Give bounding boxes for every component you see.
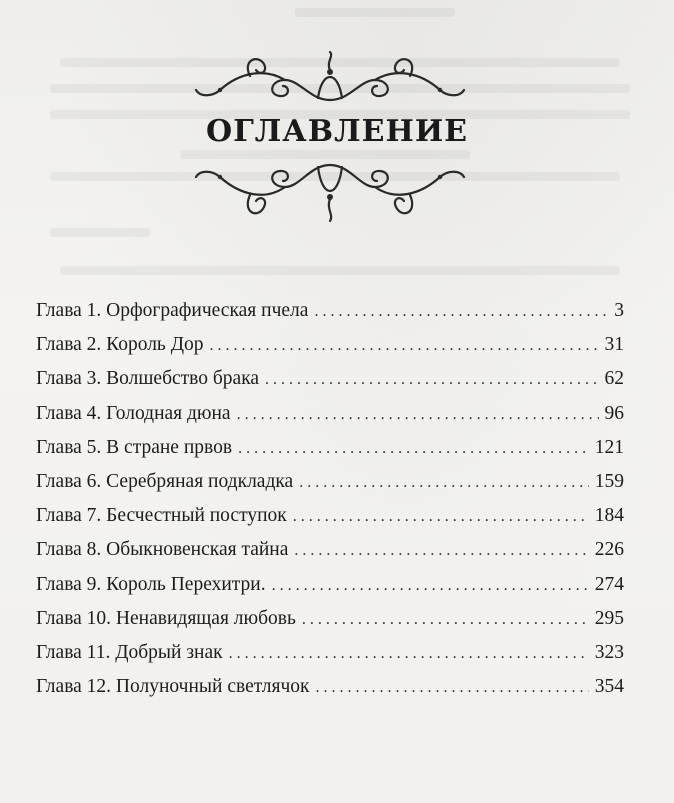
chapter-title: Глава 2. Король Дор [36,334,204,356]
chapter-title: Глава 9. Король Перехитри. [36,573,266,595]
page-number: 62 [604,368,624,390]
dot-leader [229,645,589,663]
chapter-title: Глава 7. Бесчестный поступок [36,505,287,527]
dot-leader [210,337,599,355]
toc-entry [36,539,624,573]
toc-entry [36,574,624,608]
toc-header [0,50,674,220]
toc-entry [36,642,624,676]
page-number: 295 [594,607,624,629]
chapter-title: Глава 4. Голодная дюна [36,402,231,424]
chapter-title: Глава 5. В стране првов [36,436,233,458]
chapter-title: Глава 1. Орфографическая пчела [36,300,309,321]
page-number: 96 [604,402,624,424]
toc-entry [36,505,624,539]
page-number: 159 [594,470,624,492]
dot-leader [293,508,589,526]
toc-entry [36,300,624,334]
scroll-flourish-icon [190,50,470,110]
toc-entry [36,676,624,710]
dot-leader [299,474,589,492]
chapter-title: Глава 3. Волшебство брака [36,368,260,390]
dot-leader [294,542,588,560]
page-number: 3 [614,300,624,321]
toc-entry [36,403,624,437]
page-number: 31 [604,334,624,356]
page-number: 121 [594,436,624,458]
chapter-title: Глава 11. Добрый знак [36,641,223,663]
toc-entry [36,368,624,402]
table-of-contents [36,300,624,710]
page-number: 274 [594,573,624,595]
dot-leader [238,440,589,458]
dot-leader [314,303,608,321]
chapter-title: Глава 8. Обыкновенская тайна [36,539,289,561]
chapter-title: Глава 10. Ненавидящая любовь [36,607,296,629]
page-number: 323 [594,641,624,663]
dot-leader [237,406,599,424]
scroll-flourish-icon [190,155,470,225]
dot-leader [316,679,589,697]
toc-entry [36,437,624,471]
page-number: 354 [594,676,624,698]
toc-entry [36,334,624,368]
dot-leader [302,611,589,629]
page-number: 226 [594,539,624,561]
toc-entry [36,608,624,642]
dot-leader [265,371,598,389]
toc-entry [36,471,624,505]
dot-leader [272,577,589,595]
chapter-title: Глава 12. Полуночный светлячок [36,676,310,698]
page-number: 184 [594,505,624,527]
chapter-title: Глава 6. Серебряная подкладка [36,470,294,492]
page-title: ОГЛАВЛЕНИЕ [205,114,469,149]
